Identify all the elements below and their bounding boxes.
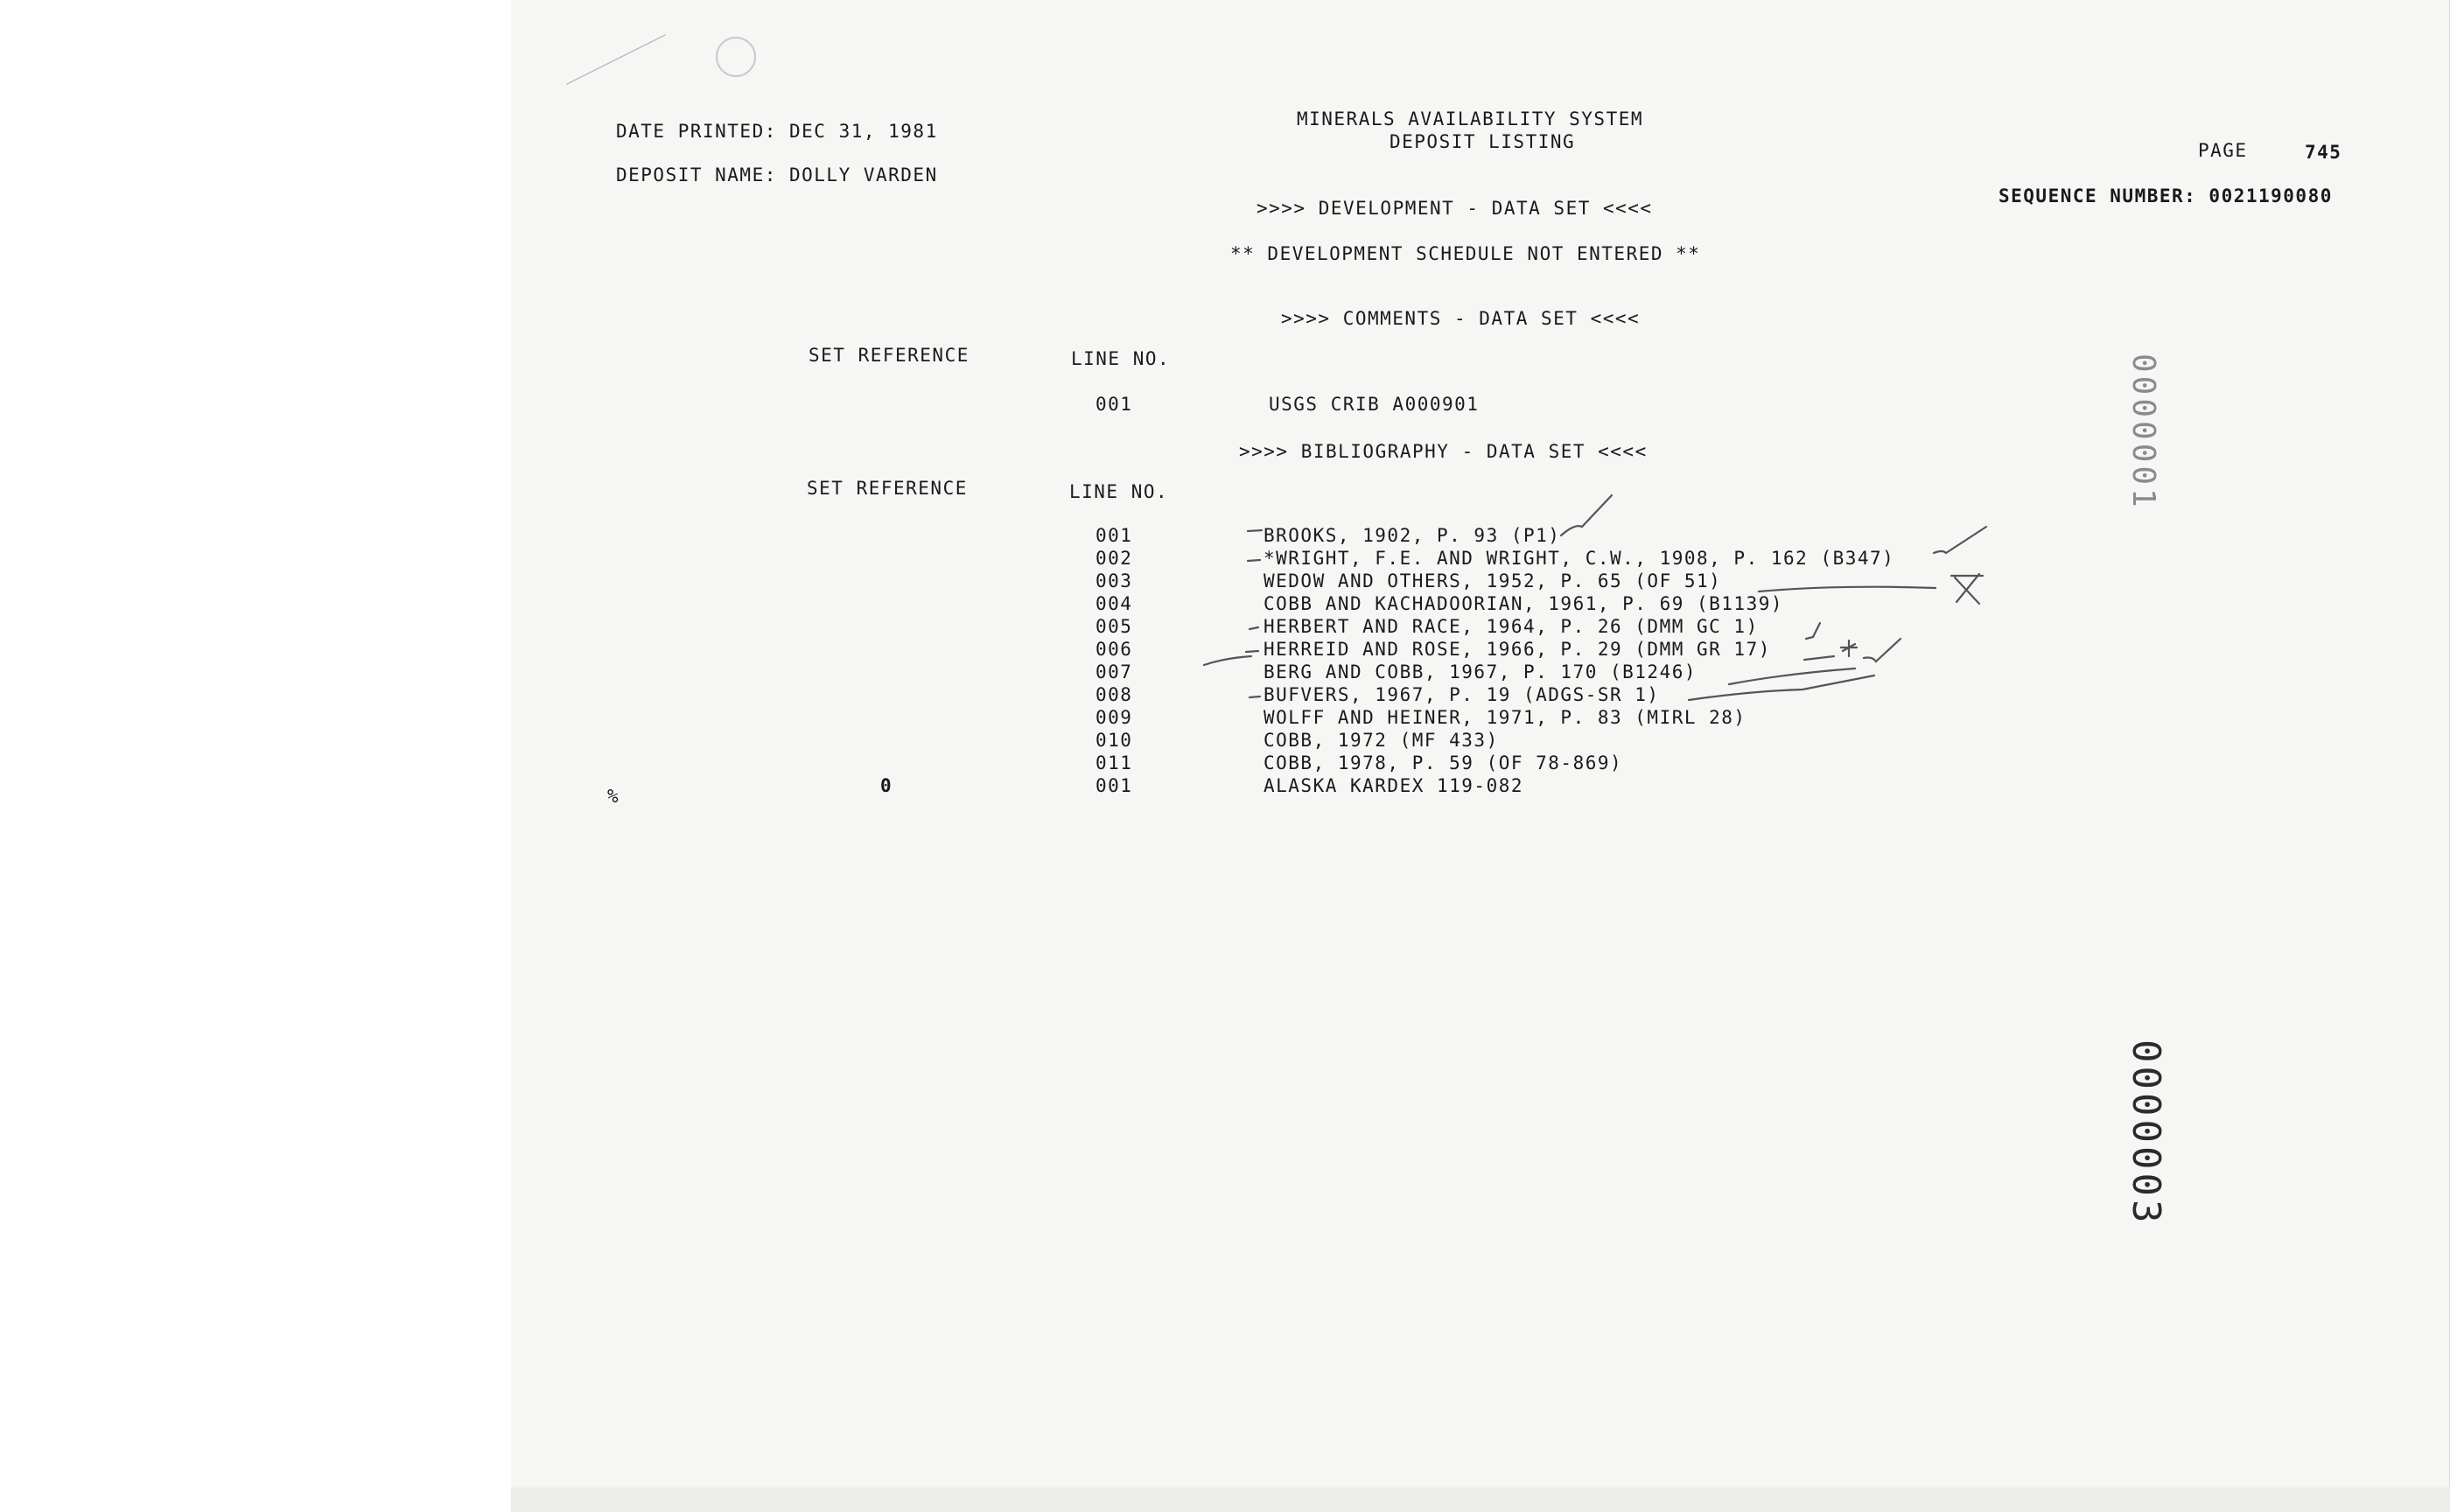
bibliography-line-no: 010 (1096, 730, 1133, 751)
check-mark (1561, 495, 1612, 536)
development-note: ** DEVELOPMENT SCHEDULE NOT ENTERED ** (1230, 243, 1701, 264)
development-heading: >>>> DEVELOPMENT - DATA SET <<<< (1256, 198, 1653, 219)
bibliography-text: COBB, 1978, P. 59 (OF 78-869) (1264, 752, 1623, 774)
sequence-number: SEQUENCE NUMBER: 0021190080 (1998, 186, 2333, 206)
percent-marker: % (607, 786, 620, 807)
listing-title: DEPOSIT LISTING (1390, 131, 1576, 152)
dash-mark (1246, 651, 1258, 652)
bibliography-heading: >>>> BIBLIOGRAPHY - DATA SET <<<< (1239, 441, 1648, 462)
comment-text: USGS CRIB A000901 (1269, 394, 1480, 415)
stroke-mark (1204, 656, 1251, 665)
dash-mark (1248, 560, 1260, 561)
bibliography-text: ALASKA KARDEX 119-082 (1264, 775, 1524, 796)
bibliography-line-no: 006 (1096, 639, 1133, 660)
bibliography-line-no: 005 (1096, 616, 1133, 637)
bibliography-line-no: 011 (1096, 752, 1133, 774)
dash-mark (1250, 627, 1258, 629)
deposit-name: DEPOSIT NAME: DOLLY VARDEN (616, 164, 938, 186)
bibliography-text: BERG AND COBB, 1967, P. 170 (B1246) (1264, 662, 1698, 682)
bibliography-text: HERREID AND ROSE, 1966, P. 29 (DMM GR 17) (1264, 639, 1771, 660)
check-mark (1806, 623, 1820, 639)
bibliography-text: BROOKS, 1902, P. 93 (P1) (1264, 525, 1561, 546)
bibliography-line-no: 008 (1096, 684, 1133, 705)
system-title: MINERALS AVAILABILITY SYSTEM (1297, 108, 1644, 130)
asterisk-mark (1841, 640, 1857, 656)
bibliography-line-no: 009 (1096, 707, 1133, 728)
margin-stamp-lower: 0000003 (2124, 1040, 2168, 1227)
margin-stamp-upper: 0000001 (2125, 354, 2161, 511)
bibliography-line-no: 007 (1096, 662, 1133, 682)
comment-line-no: 001 (1096, 394, 1133, 415)
bibliography-line-no: 001 (1096, 525, 1133, 546)
comments-heading: >>>> COMMENTS - DATA SET <<<< (1281, 308, 1641, 329)
bibliography-text: WEDOW AND OTHERS, 1952, P. 65 (OF 51) (1264, 570, 1722, 592)
check-mark (1934, 527, 1986, 553)
check-mark (1689, 676, 1874, 700)
comments-col-set-reference: SET REFERENCE (808, 345, 970, 366)
bibliography-text: HERBERT AND RACE, 1964, P. 26 (DMM GC 1) (1264, 616, 1759, 637)
bibliography-text: *WRIGHT, F.E. AND WRIGHT, C.W., 1908, P. 162 (B347) (1264, 548, 1895, 569)
comments-col-line-no: LINE NO. (1071, 348, 1171, 369)
stroke-mark (1729, 668, 1855, 684)
dash-mark (1250, 696, 1260, 697)
date-printed: DATE PRINTED: DEC 31, 1981 (616, 121, 938, 142)
bibliography-line-no: 001 (1096, 775, 1133, 796)
stroke-mark (1804, 656, 1834, 660)
set-reference-value: 0 (880, 775, 893, 796)
underline-mark (1759, 587, 1936, 592)
bibliography-text: BUFVERS, 1967, P. 19 (ADGS-SR 1) (1264, 684, 1660, 705)
x-mark (1951, 574, 1983, 604)
bibliography-text: COBB AND KACHADOORIAN, 1961, P. 69 (B1139) (1264, 593, 1784, 614)
page-label: PAGE (2198, 140, 2248, 161)
page-number: 745 (2305, 142, 2342, 163)
bibliography-line-no: 004 (1096, 593, 1133, 614)
dash-mark (1248, 530, 1262, 531)
bibliography-line-no: 003 (1096, 570, 1133, 592)
check-mark (1864, 639, 1900, 662)
bibliography-text: COBB, 1972 (MF 433) (1264, 730, 1499, 751)
bibliography-col-set-reference: SET REFERENCE (807, 478, 968, 499)
stray-mark (567, 35, 665, 84)
bibliography-text: WOLFF AND HEINER, 1971, P. 83 (MIRL 28) (1264, 707, 1746, 728)
bibliography-line-no: 002 (1096, 548, 1133, 569)
bibliography-col-line-no: LINE NO. (1069, 481, 1169, 502)
